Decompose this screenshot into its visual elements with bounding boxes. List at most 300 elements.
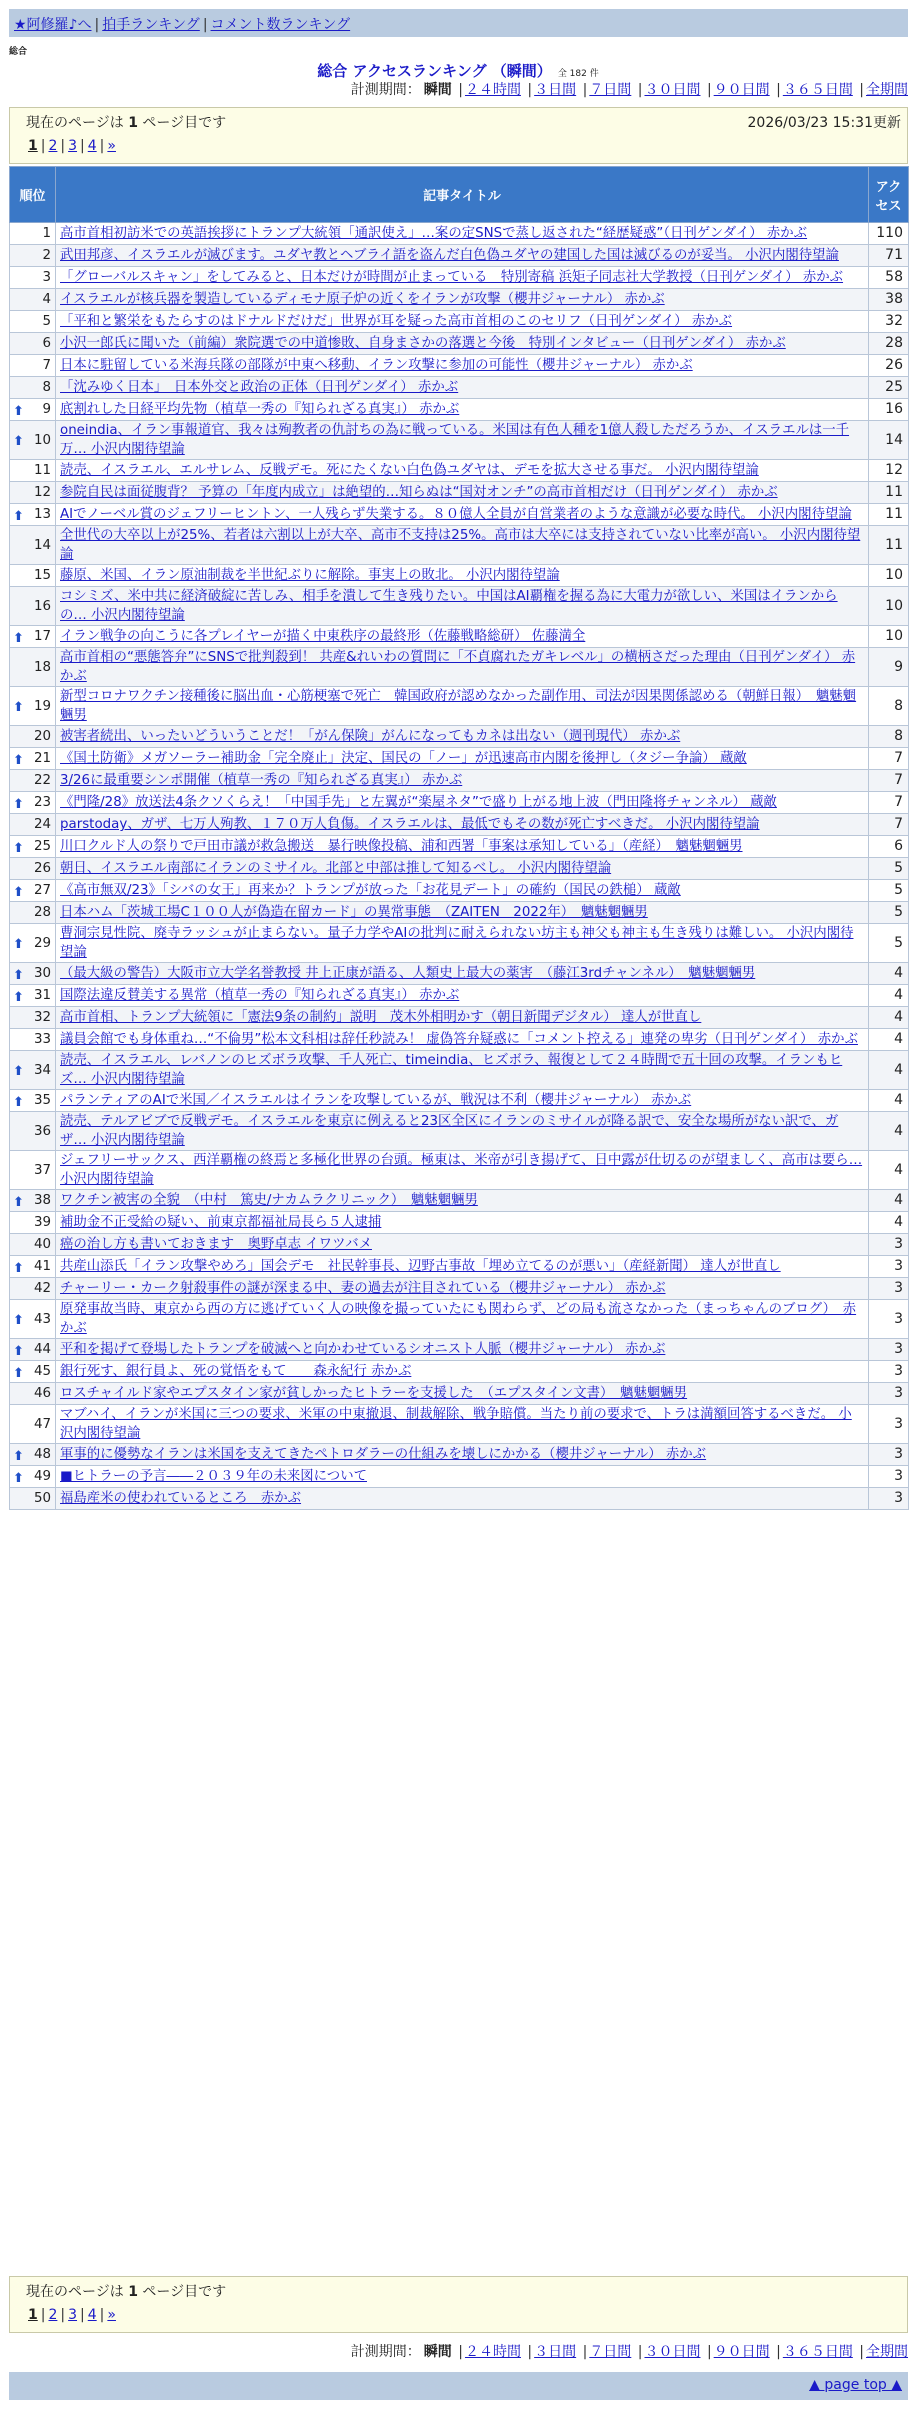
access-count: 12 xyxy=(869,460,909,482)
header-rank: 順位 xyxy=(10,167,56,223)
rank-number: 32 xyxy=(33,1010,51,1025)
header-access: アクセス xyxy=(869,167,909,223)
title-cell xyxy=(56,648,869,687)
title-cell xyxy=(56,748,869,770)
access-count: 3 xyxy=(869,1339,909,1361)
title-cell xyxy=(56,1488,869,1510)
access-count: 7 xyxy=(869,792,909,814)
ranking-row xyxy=(10,311,909,333)
rank-number: 22 xyxy=(33,773,51,788)
rank-cell xyxy=(10,1383,56,1405)
article-title-link[interactable]: 武田邦彦、イスラエルが滅びます。ユダヤ教とヘブライ語を盗んだ白色偽ユダヤの建国した国は滅びるのが妥当。 小沢内閣待望論 xyxy=(60,248,839,263)
article-title-link[interactable]: 共産山添氏「イラン攻撃やめろ」国会デモ 社民幹事長、辺野古事故「埋め立てるのが悪い」（産経新聞） 達人が世直し xyxy=(60,1259,781,1274)
up-arrow-icon: ⬆ xyxy=(13,937,24,952)
rank-number: 15 xyxy=(33,568,51,583)
rank-number: 2 xyxy=(42,248,51,263)
ranking-row xyxy=(10,399,909,421)
up-arrow-icon: ⬆ xyxy=(13,1313,24,1328)
title-cell xyxy=(56,223,869,245)
up-arrow-icon: ⬆ xyxy=(13,1343,24,1359)
article-title-link[interactable]: コシミズ、米中共に経済破綻に苦しみ、相手を潰して生き残りたい。中国はAI覇権を握る為に大電力が欲しい、米国はイランからの… 小沢内閣待望論 xyxy=(60,589,838,623)
article-title-link[interactable]: AIでノーベル賞のジェフリーヒントン、一人残らず失業する。８０億人全員が自営業者のような意識が必要な時代。 小沢内閣待望論 xyxy=(60,507,852,522)
title-cell xyxy=(56,1212,869,1234)
article-title-link[interactable]: 「沈みゆく日本」 日本外交と政治の正体（日刊ゲンダイ） 赤かぶ xyxy=(60,380,459,395)
ranking-row xyxy=(10,1256,909,1278)
title-cell xyxy=(56,902,869,924)
rank-cell xyxy=(10,1339,56,1361)
period-link-90d[interactable]: ９０日間 xyxy=(713,2344,770,2360)
access-count: 10 xyxy=(869,565,909,587)
ranking-row xyxy=(10,626,909,648)
rank-cell xyxy=(10,1151,56,1190)
title-cell xyxy=(56,482,869,504)
rank-cell xyxy=(10,587,56,626)
article-title-link[interactable]: ジェフリーサックス、西洋覇権の終焉と多極化世界の台頭。極東は、米帝が引き揚げて、日中露が仕切るのが望ましく、高市は要ら… 小沢内閣待望論 xyxy=(60,1153,863,1187)
access-count: 3 xyxy=(869,1278,909,1300)
article-title-link[interactable]: 曹洞宗見性院、廃寺ラッシュが止まらない。量子力学やAIの批判に耐えられない坊主も神父も神主も生き残りは難しい。 小沢内閣待望論 xyxy=(60,926,854,960)
article-title-link[interactable]: 藤原、米国、イラン原油制裁を半世紀ぶりに解除。事実上の敗北。 小沢内閣待望論 xyxy=(60,568,560,583)
ranking-row xyxy=(10,902,909,924)
rank-cell xyxy=(10,836,56,858)
article-title-link[interactable]: 3/26に最重要シンポ開催（植草一秀の『知られざる真実』） 赤かぶ xyxy=(60,773,463,788)
rank-number: 29 xyxy=(33,935,51,951)
up-arrow-icon: ⬆ xyxy=(13,1194,24,1210)
period-link-365d[interactable]: ３６５日間 xyxy=(782,82,853,98)
access-count: 110 xyxy=(869,223,909,245)
title-cell xyxy=(56,377,869,399)
ranking-row xyxy=(10,1212,909,1234)
pager-link-next[interactable]: » xyxy=(107,2307,116,2323)
pager-link-2[interactable]: 2 xyxy=(48,2307,58,2323)
title-cell xyxy=(56,1029,869,1051)
period-link-90d[interactable]: ９０日間 xyxy=(713,82,770,98)
article-title-link[interactable]: 読売、イスラエル、レバノンのヒズボラ攻撃、千人死亡、timeindia、ヒズボラ、報復として２４時間で五十回の攻撃。イランもヒズ… 小沢内閣待望論 xyxy=(60,1053,843,1087)
article-title-link[interactable]: 軍事的に優勢なイランは米国を支えてきたペトロダラーの仕組みを壊しにかかる（櫻井ジャーナル） 赤かぶ xyxy=(60,1447,707,1462)
rank-cell xyxy=(10,1112,56,1151)
article-title-link[interactable]: 補助金不正受給の疑い、前東京都福祉局長ら５人逮捕 xyxy=(60,1215,382,1230)
rank-number: 28 xyxy=(33,905,51,920)
rank-number: 18 xyxy=(33,659,51,675)
ranking-row xyxy=(10,565,909,587)
ranking-row xyxy=(10,836,909,858)
article-title-link[interactable]: 原発事故当時、東京から西の方に逃げていく人の映像を撮っていたにも関わらず、どの局も流さなかった（まっちゃんのブログ） 赤かぶ xyxy=(60,1302,857,1336)
article-title-link[interactable]: （最大級の警告）大阪市立大学名誉教授 井上正康が語る、人類史上最大の薬害 （藤江3rdチャンネル） 魑魅魍魎男 xyxy=(60,966,756,981)
title-cell xyxy=(56,267,869,289)
ranking-row xyxy=(10,267,909,289)
access-count: 4 xyxy=(869,963,909,985)
ranking-row xyxy=(10,223,909,245)
rank-cell xyxy=(10,626,56,648)
access-count: 7 xyxy=(869,814,909,836)
access-count: 4 xyxy=(869,1151,909,1190)
up-arrow-icon: ⬆ xyxy=(13,989,24,1005)
title-cell xyxy=(56,1090,869,1112)
rank-cell xyxy=(10,1361,56,1383)
article-title-link[interactable]: 読売、イスラエル、エルサレム、反戦デモ。死にたくない白色偽ユダヤは、デモを拡大させる事だ。 小沢内閣待望論 xyxy=(60,463,759,478)
article-title-link[interactable]: イラン戦争の向こうに各プレイヤーが描く中東秩序の最終形（佐藤戦略総研） 佐藤満全 xyxy=(60,629,586,644)
title-cell xyxy=(56,1339,869,1361)
rank-cell xyxy=(10,726,56,748)
ranking-row xyxy=(10,985,909,1007)
rank-cell xyxy=(10,565,56,587)
rank-number: 11 xyxy=(33,463,51,478)
ranking-row xyxy=(10,1361,909,1383)
nav-separator: | xyxy=(94,17,100,33)
rank-cell xyxy=(10,1234,56,1256)
access-count: 3 xyxy=(869,1488,909,1510)
article-title-link[interactable]: ■ヒトラーの予言――２０３９年の未来図について xyxy=(60,1469,367,1484)
rank-number: 38 xyxy=(33,1193,51,1208)
rank-number: 33 xyxy=(33,1032,51,1047)
rank-cell xyxy=(10,1278,56,1300)
access-count: 5 xyxy=(869,880,909,902)
rank-number: 42 xyxy=(33,1281,51,1296)
article-title-link[interactable]: 被害者続出、いったいどういうことだ！「がん保険」がんになってもカネは出ない（週刊現代） 赤かぶ xyxy=(60,729,681,744)
period-link-all[interactable]: 全期間 xyxy=(866,2344,908,2360)
pager-link-next[interactable]: » xyxy=(107,138,116,154)
ranking-row xyxy=(10,748,909,770)
access-count: 8 xyxy=(869,726,909,748)
rank-number: 34 xyxy=(33,1062,51,1078)
access-count: 3 xyxy=(869,1444,909,1466)
up-arrow-icon: ⬆ xyxy=(13,884,24,900)
rank-cell xyxy=(10,289,56,311)
access-count: 8 xyxy=(869,687,909,726)
access-count: 4 xyxy=(869,1029,909,1051)
period-link-7d[interactable]: ７日間 xyxy=(589,2344,632,2360)
article-title-link[interactable]: 新型コロナワクチン接種後に脳出血・心筋梗塞で死亡 韓国政府が認めなかった副作用、司法が因果関係認める（朝鮮日報） 魑魅魍魎男 xyxy=(60,689,857,723)
title-cell xyxy=(56,626,869,648)
rank-number: 27 xyxy=(33,883,51,898)
access-count: 25 xyxy=(869,377,909,399)
access-count: 4 xyxy=(869,985,909,1007)
title-cell xyxy=(56,587,869,626)
up-arrow-icon: ⬆ xyxy=(13,403,24,419)
period-selector-top: 計測期間： 瞬間 | ２４時間 | ３日間 | ７日間 | ３０日間 | ９０日間 | ３６５日間 | 全期間 xyxy=(350,82,908,98)
access-count: 58 xyxy=(869,267,909,289)
ranking-row xyxy=(10,504,909,526)
rank-cell xyxy=(10,858,56,880)
rank-cell xyxy=(10,1190,56,1212)
article-title-link[interactable]: 川口クルド人の祭りで戸田市議が救急搬送 暴行映像投稿、浦和西署「事案は承知している」（産経） 魑魅魍魎男 xyxy=(60,839,743,854)
article-title-link[interactable]: イスラエルが核兵器を製造しているディモナ原子炉の近くをイランが攻撃（櫻井ジャーナル） 赤かぶ xyxy=(60,292,665,307)
ranking-row xyxy=(10,1278,909,1300)
rank-cell xyxy=(10,482,56,504)
up-arrow-icon: ⬆ xyxy=(13,630,24,646)
rank-number: 4 xyxy=(42,292,51,307)
title-cell xyxy=(56,526,869,565)
ranking-row xyxy=(10,726,909,748)
rank-cell xyxy=(10,1212,56,1234)
title-cell xyxy=(56,726,869,748)
rank-cell xyxy=(10,1029,56,1051)
article-title-link[interactable]: マブハイ、イランが米国に三つの要求、米軍の中東撤退、制裁解除、戦争賠償。当たり前の要求で、トラは満額回答するべきだ。 小沢内閣待望論 xyxy=(60,1407,852,1441)
rank-number: 3 xyxy=(42,270,51,285)
rank-cell xyxy=(10,1444,56,1466)
pager-link-3[interactable]: 3 xyxy=(68,2307,78,2323)
title-cell xyxy=(56,1051,869,1090)
access-count: 4 xyxy=(869,1007,909,1029)
pager: 1 | 2 | 3 | 4 | » xyxy=(28,138,116,154)
nav-link-applause-ranking[interactable]: 拍手ランキング xyxy=(102,17,200,33)
rank-number: 35 xyxy=(33,1093,51,1108)
article-title-link[interactable]: ワクチン被害の全貌 （中村 篤史/ナカムラクリニック） 魑魅魍魎男 xyxy=(60,1193,478,1208)
pager-link-2[interactable]: 2 xyxy=(48,138,58,154)
ranking-row xyxy=(10,1300,909,1339)
article-title-link[interactable]: 日本に駐留している米海兵隊の部隊が中東へ移動、イラン攻撃に参加の可能性（櫻井ジャーナル） 赤かぶ xyxy=(60,358,693,373)
article-title-link[interactable]: 「平和と繁栄をもたらすのはドナルドだけだ」世界が耳を疑った高市首相のこのセリフ（日刊ゲンダイ） 赤かぶ xyxy=(60,314,733,329)
rank-cell xyxy=(10,880,56,902)
header-title: 記事タイトル xyxy=(56,167,869,223)
title-cell xyxy=(56,1405,869,1444)
article-title-link[interactable]: 読売、テルアビブで反戦デモ。イスラエルを東京に例えると23区全区にイランのミサイルが降る訳で、安全な場所がない訳で、ガザ… 小沢内閣待望論 xyxy=(60,1114,839,1148)
access-count: 3 xyxy=(869,1405,909,1444)
rank-number: 37 xyxy=(33,1162,51,1178)
access-count: 4 xyxy=(869,1212,909,1234)
rank-number: 21 xyxy=(33,751,51,766)
article-title-link[interactable]: 小沢一郎氏に聞いた（前編）衆院選での中道惨敗、自身まさかの落選と今後 特別インタビュー（日刊ゲンダイ） 赤かぶ xyxy=(60,336,786,351)
article-title-link[interactable]: 福島産米の使われているところ 赤かぶ xyxy=(60,1491,302,1506)
access-count: 71 xyxy=(869,245,909,267)
rank-cell xyxy=(10,377,56,399)
ranking-row xyxy=(10,1007,909,1029)
rank-number: 45 xyxy=(33,1364,51,1379)
access-count: 32 xyxy=(869,311,909,333)
title-cell xyxy=(56,565,869,587)
ranking-row xyxy=(10,858,909,880)
title-cell xyxy=(56,1256,869,1278)
period-link-365d[interactable]: ３６５日間 xyxy=(782,2344,853,2360)
up-arrow-icon: ⬆ xyxy=(13,700,24,715)
article-title-link[interactable]: 全世代の大卒以上が25%、若者は六割以上が大卒、高市不支持は25%。高市は大卒には支持されていない比率が高い。 小沢内閣待望論 xyxy=(60,528,861,562)
article-title-link[interactable]: 「グローバルスキャン」をしてみると、日本だけが時間が止まっている 特別寄稿 浜矩子同志社大学教授（日刊ゲンダイ） 赤かぶ xyxy=(60,270,844,285)
up-arrow-icon: ⬆ xyxy=(13,1470,24,1486)
article-title-link[interactable]: パランティアのAIで米国／イスラエルはイランを攻撃しているが、戦況は不利（櫻井ジャーナル） 赤かぶ xyxy=(60,1093,692,1108)
access-count: 14 xyxy=(869,421,909,460)
access-count: 6 xyxy=(869,836,909,858)
period-current: 瞬間 xyxy=(423,2344,452,2360)
access-count: 10 xyxy=(869,626,909,648)
article-title-link[interactable]: 底割れした日経平均先物（植草一秀の『知られざる真実』） 赤かぶ xyxy=(60,402,460,417)
title-cell xyxy=(56,836,869,858)
access-count: 4 xyxy=(869,1051,909,1090)
article-title-link[interactable]: 《高市無双/23》「シバの女王」再来か？トランプが放った「お花見デート」の確約（国民の鉄槌） 蔵敵 xyxy=(60,883,681,898)
rank-cell xyxy=(10,504,56,526)
up-arrow-icon: ⬆ xyxy=(13,1448,24,1464)
article-title-link[interactable]: oneindia、イラン事報道官、我々は殉教者の仇討ちの為に戦っている。米国は有色人種を1億人殺しただろうか、イスラエルは一千万… 小沢内閣待望論 xyxy=(60,423,850,457)
article-title-link[interactable]: parstoday、ガザ、七万人殉教、１７０万人負傷。イスラエルは、最低でもその数が死亡すべきだ。 小沢内閣待望論 xyxy=(60,817,760,832)
rank-cell xyxy=(10,223,56,245)
footer-bar xyxy=(9,2372,908,2400)
up-arrow-icon: ⬆ xyxy=(13,434,24,449)
period-link-all[interactable]: 全期間 xyxy=(866,82,908,98)
pager-link-4[interactable]: 4 xyxy=(87,2307,97,2323)
period-link-3d[interactable]: ３日間 xyxy=(534,2344,577,2360)
title-cell xyxy=(56,311,869,333)
ranking-row xyxy=(10,770,909,792)
access-count: 3 xyxy=(869,1466,909,1488)
rank-number: 43 xyxy=(33,1311,51,1327)
rank-cell xyxy=(10,245,56,267)
title-cell xyxy=(56,814,869,836)
access-count: 3 xyxy=(869,1383,909,1405)
title-cell xyxy=(56,1190,869,1212)
ranking-row xyxy=(10,648,909,687)
up-arrow-icon: ⬆ xyxy=(13,1064,24,1079)
period-link-30d[interactable]: ３０日間 xyxy=(644,2344,701,2360)
rank-cell xyxy=(10,985,56,1007)
ranking-row xyxy=(10,1051,909,1090)
article-title-link[interactable]: 《国土防衛》メガソーラー補助金「完全廃止」決定、国民の「ノー」が迅速高市内閣を後押し（タジー争論） 蔵敵 xyxy=(60,751,747,766)
rank-cell xyxy=(10,333,56,355)
period-link-3d[interactable]: ３日間 xyxy=(534,82,577,98)
rank-number: 46 xyxy=(33,1386,51,1401)
title-cell xyxy=(56,858,869,880)
rank-cell xyxy=(10,902,56,924)
ranking-row xyxy=(10,587,909,626)
rank-cell xyxy=(10,648,56,687)
title-cell xyxy=(56,460,869,482)
ranking-row xyxy=(10,924,909,963)
access-count: 7 xyxy=(869,770,909,792)
title-cell xyxy=(56,1234,869,1256)
nav-separator: | xyxy=(202,17,208,33)
rank-number: 36 xyxy=(33,1123,51,1139)
rank-number: 44 xyxy=(33,1342,51,1357)
rank-cell xyxy=(10,1300,56,1339)
title-cell xyxy=(56,421,869,460)
rank-number: 10 xyxy=(33,432,51,448)
nav-link-comment-ranking[interactable]: コメント数ランキング xyxy=(210,17,351,33)
access-count: 4 xyxy=(869,1090,909,1112)
title-cell xyxy=(56,1383,869,1405)
pager-link-4[interactable]: 4 xyxy=(87,138,97,154)
article-title-link[interactable]: チャーリー・カーク射殺事件の謎が深まる中、妻の過去が注目されている（櫻井ジャーナル） 赤かぶ xyxy=(60,1281,666,1296)
period-label: 計測期間： xyxy=(350,82,421,98)
rank-cell xyxy=(10,1466,56,1488)
article-title-link[interactable]: 《門隆/28》放送法4条クソくらえ！「中国手先」と左翼が“楽屋ネタ”で盛り上がる地上波（門田隆将チャンネル） 蔵敵 xyxy=(60,795,777,810)
period-link-30d[interactable]: ３０日間 xyxy=(644,82,701,98)
article-title-link[interactable]: 議員会館でも身体重ね…“不倫男”松本文科相は辞任秒読み！ 虚偽答弁疑惑に「コメント控える」連発の卑劣（日刊ゲンダイ） 赤かぶ xyxy=(60,1032,858,1047)
ranking-table xyxy=(9,166,909,1510)
period-selector-bottom: 計測期間： 瞬間 | ２４時間 | ３日間 | ７日間 | ３０日間 | ９０日間 | ３６５日間 | 全期間 xyxy=(350,2344,908,2360)
rank-number: 19 xyxy=(33,698,51,714)
period-link-7d[interactable]: ７日間 xyxy=(589,82,632,98)
rank-number: 24 xyxy=(33,817,51,832)
access-count: 5 xyxy=(869,858,909,880)
access-count: 26 xyxy=(869,355,909,377)
title-cell xyxy=(56,399,869,421)
rank-number: 9 xyxy=(42,402,51,417)
up-arrow-icon: ⬆ xyxy=(13,796,24,812)
rank-cell xyxy=(10,399,56,421)
rank-number: 47 xyxy=(33,1416,51,1432)
article-title-link[interactable]: 朝日、イスラエル南部にイランのミサイル。北部と中部は推して知るべし。 小沢内閣待望論 xyxy=(60,861,612,876)
updated-datetime: 2026/03/23 15:31更新 xyxy=(747,115,901,131)
rank-cell xyxy=(10,1051,56,1090)
rank-number: 6 xyxy=(42,336,51,351)
title-cell xyxy=(56,245,869,267)
article-title-link[interactable]: 高市首相、トランプ大統領に「憲法9条の制約」説明 茂木外相明かす（朝日新聞デジタル） 達人が世直し xyxy=(60,1010,702,1025)
period-label: 計測期間： xyxy=(350,2344,421,2360)
title-cell xyxy=(56,1278,869,1300)
rank-number: 25 xyxy=(33,839,51,854)
article-title-link[interactable]: 国際法違反賛美する異常（植草一秀の『知られざる真実』） 赤かぶ xyxy=(60,988,460,1003)
rank-number: 12 xyxy=(33,485,51,500)
ranking-row xyxy=(10,1029,909,1051)
period-link-24h[interactable]: ２４時間 xyxy=(464,2344,521,2360)
page-top-link[interactable]: ▲ page top ▲ xyxy=(809,2377,902,2393)
title-cell xyxy=(56,792,869,814)
article-title-link[interactable]: 参院自民は面従腹背？ 予算の「年度内成立」は絶望的…知らぬは“国対オンチ”の高市首相だけ（日刊ゲンダイ） 赤かぶ xyxy=(60,485,778,500)
ranking-row xyxy=(10,421,909,460)
ranking-row xyxy=(10,1405,909,1444)
title-cell xyxy=(56,687,869,726)
top-nav xyxy=(9,9,908,37)
rank-number: 41 xyxy=(33,1259,51,1274)
rank-cell xyxy=(10,311,56,333)
rank-number: 16 xyxy=(33,598,51,614)
access-count: 3 xyxy=(869,1234,909,1256)
access-count: 4 xyxy=(869,1190,909,1212)
rank-cell xyxy=(10,792,56,814)
ranking-header-row xyxy=(10,167,909,223)
article-title-link[interactable]: 日本ハム「茨城工場C１００人が偽造在留カード」の異常事態 （ZAITEN 2022年） 魑魅魍魎男 xyxy=(60,905,648,920)
title-cell xyxy=(56,1112,869,1151)
ranking-row xyxy=(10,963,909,985)
ranking-row xyxy=(10,355,909,377)
title-cell xyxy=(56,1466,869,1488)
article-title-link[interactable]: ロスチャイルド家やエプスタイン家が貧しかったヒトラーを支援した （エプスタイン文書） 魑魅魍魎男 xyxy=(60,1386,688,1401)
ranking-row xyxy=(10,687,909,726)
access-count: 3 xyxy=(869,1300,909,1339)
rank-number: 40 xyxy=(33,1237,51,1252)
title-cell xyxy=(56,289,869,311)
rank-cell xyxy=(10,963,56,985)
pager-bottom: 1 | 2 | 3 | 4 | » xyxy=(28,2307,116,2323)
rank-cell xyxy=(10,267,56,289)
pager-link-3[interactable]: 3 xyxy=(68,138,78,154)
rank-cell xyxy=(10,460,56,482)
ranking-row xyxy=(10,1466,909,1488)
current-page-text: 現在のページは 1 ページ目です xyxy=(26,115,227,131)
item-count: 全 182 件 xyxy=(557,69,599,79)
nav-link-ashura[interactable]: ★阿修羅♪へ xyxy=(14,17,92,33)
article-title-link[interactable]: 銀行死す、銀行員よ、死の覚悟をもて 森永紀行 赤かぶ xyxy=(60,1364,412,1379)
rank-number: 39 xyxy=(33,1215,51,1230)
ranking-row xyxy=(10,377,909,399)
article-title-link[interactable]: 癌の治し方も書いておきます 奥野卓志 イワツバメ xyxy=(60,1237,372,1252)
period-current: 瞬間 xyxy=(423,82,452,98)
title-cell xyxy=(56,770,869,792)
access-count: 3 xyxy=(869,1361,909,1383)
period-link-24h[interactable]: ２４時間 xyxy=(464,82,521,98)
pager-box-top xyxy=(9,107,908,164)
up-arrow-icon: ⬆ xyxy=(13,840,24,856)
title-cell xyxy=(56,1151,869,1190)
title-cell xyxy=(56,1361,869,1383)
article-title-link[interactable]: 平和を掲げて登場したトランプを破滅へと向かわせているシオニスト人脈（櫻井ジャーナル） 赤かぶ xyxy=(60,1342,666,1357)
rank-cell xyxy=(10,1405,56,1444)
pager-box-bottom xyxy=(9,2276,908,2333)
access-count: 5 xyxy=(869,924,909,963)
ranking-row xyxy=(10,880,909,902)
title-cell xyxy=(56,333,869,355)
title-cell xyxy=(56,1300,869,1339)
article-title-link[interactable]: 高市首相の“悪態答弁”にSNSで批判殺到！ 共産&れいわの質問に「不貞腐れたガキレベル」の横柄さだった理由（日刊ゲンダイ） 赤かぶ xyxy=(60,650,856,684)
up-arrow-icon: ⬆ xyxy=(13,752,24,768)
article-title-link[interactable]: 高市首相初訪米での英語挨拶にトランプ大統領「通訳使え」…案の定SNSで蒸し返された“経歴疑惑”（日刊ゲンダイ） 赤かぶ xyxy=(60,226,808,241)
